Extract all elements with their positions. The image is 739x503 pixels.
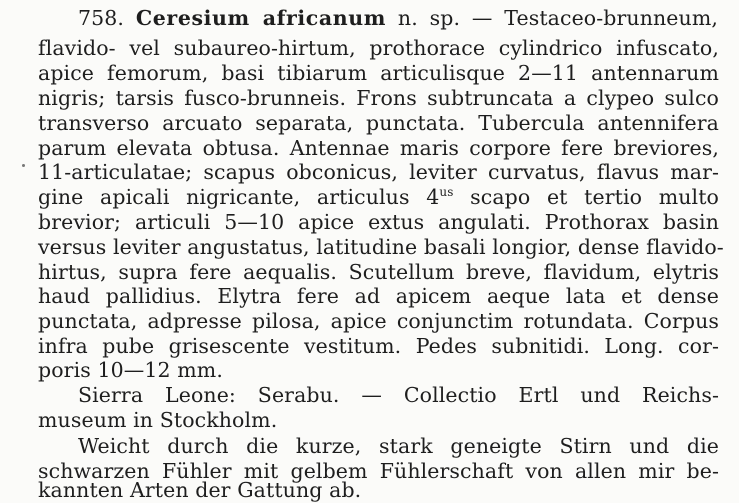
- entry-heading: [78, 6, 718, 30]
- description-line: poris 10—12 mm.: [38, 358, 223, 382]
- line-text: scapo et tertio multo: [453, 185, 719, 209]
- description-line: transverso arcuato separata, punctata. Tubercula antennifera: [38, 111, 719, 135]
- description-line: 11-articulatae; scapus obconicus, leviter curvatus, flavus mar-: [38, 160, 719, 184]
- description-line: nigris; tarsis fusco-brunneis. Frons subtruncata a clypeo sulco: [38, 86, 719, 110]
- species-name: Ceresium africanum: [135, 6, 387, 30]
- line-text: gine apicali nigricante, articulus 4: [38, 185, 440, 209]
- description-line: haud pallidius. Elytra fere ad apicem aeque lata et dense: [38, 284, 719, 308]
- description-line-with-superscript: [38, 185, 719, 209]
- description-line: parum elevata obtusa. Antennae maris corpore fere breviores,: [38, 136, 719, 160]
- remark-line: schwarzen Fühler mit gelbem Fühlerschaft von allen mir be-: [38, 459, 719, 483]
- description-line: infra pube grisescente vestitum. Pedes subnitidi. Long. cor-: [38, 334, 719, 358]
- entry-number: 758.: [78, 6, 125, 30]
- description-line: versus leviter angustatus, latitudine basali longior, dense flavido-: [38, 235, 724, 259]
- description-line: flavido- vel subaureo-hirtum, prothorace cylindrico infuscato,: [38, 36, 719, 60]
- superscript: us: [439, 185, 454, 199]
- remark-line: kannten Arten der Gattung ab.: [38, 478, 362, 502]
- description-line: brevior; articuli 5—10 apice extus angulati. Prothorax basin: [38, 210, 719, 234]
- description-line: hirtus, supra fere aequalis. Scutellum breve, flavidum, elytris: [38, 260, 719, 284]
- locality-line: museum in Stockholm.: [38, 408, 278, 432]
- description-line: apice femorum, basi tibiarum articulisque 2—11 antennarum: [38, 61, 719, 85]
- locality-line: Sierra Leone: Serabu. — Collectio Ertl und Reichs-: [78, 383, 719, 407]
- margin-dot: [22, 164, 25, 167]
- species-designation: n. sp. — Testaceo-brunneum,: [397, 6, 718, 30]
- description-line: punctata, adpresse pilosa, apice conjunctim rotundata. Corpus: [38, 309, 719, 333]
- remark-line: Weicht durch die kurze, stark geneigte Stirn und die: [78, 434, 719, 458]
